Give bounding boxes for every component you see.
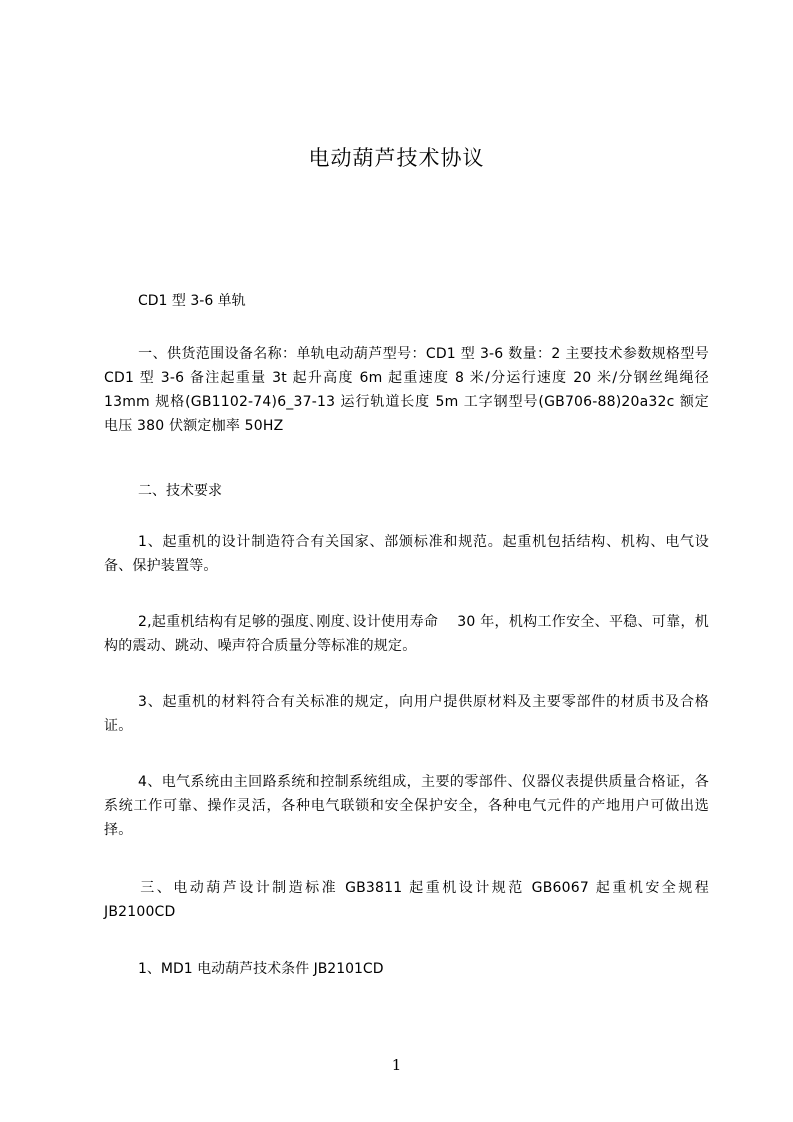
requirement-4-text: 4、电气系统由主回路系统和控制系统组成，主要的零部件、仪器仪表提供质量合格证，各系统工作可靠、操作灵活，各种电气联锁和安全保护安全，各种电气元件的产地用户可做出选择。 [104, 774, 709, 838]
requirement-2 [104, 610, 709, 658]
section-tech-requirements-heading: 二、技术要求 [138, 483, 222, 499]
requirement-2-text: 2,起重机结构有足够的强度､刚度､设计使用寿命 30 年，机构工作安全、平稳、可靠，机构的震动、跳动、噪声符合质量分等标准的规定。 [104, 614, 709, 654]
model-line: CD1 型 3-6 单轨 [138, 293, 246, 309]
document-title: 电动葫芦技术协议 [308, 146, 485, 170]
section-design-standards-text: 三、电动葫芦设计制造标准 GB3811 起重机设计规范 GB6067 起重机安全规程 JB2100CD [104, 880, 709, 920]
requirement-3-text: 3、起重机的材料符合有关标准的规定，向用户提供原材料及主要零部件的材质书及合格证。 [104, 694, 709, 734]
section-design-standards [104, 876, 709, 924]
standard-item-1: 1、MD1 电动葫芦技术条件 JB2101CD [138, 961, 384, 977]
page-number: 1 [391, 1056, 402, 1074]
section-supply-scope-text: 一、供货范围设备名称：单轨电动葫芦型号：CD1 型 3-6 数量：2 主要技术参数规格型号 CD1 型 3-6 备注起重量 3t 起升高度 6m 起重速度 8 米/分运行速度 20 米/分钢丝绳绳径 13mm 规格(GB1102-74)6_37-13 运行轨道长度 5m 工字钢型号(GB706-88)20a32c 额定电压 380 伏额定枷率 50HZ [104, 346, 709, 434]
requirement-4 [104, 770, 709, 842]
section-supply-scope [104, 342, 709, 438]
requirement-1-text: 1、起重机的设计制造符合有关国家、部颁标准和规范。起重机包括结构、机构、电气设备、保护装置等。 [104, 534, 709, 574]
requirement-1 [104, 530, 709, 578]
requirement-3 [104, 690, 709, 738]
